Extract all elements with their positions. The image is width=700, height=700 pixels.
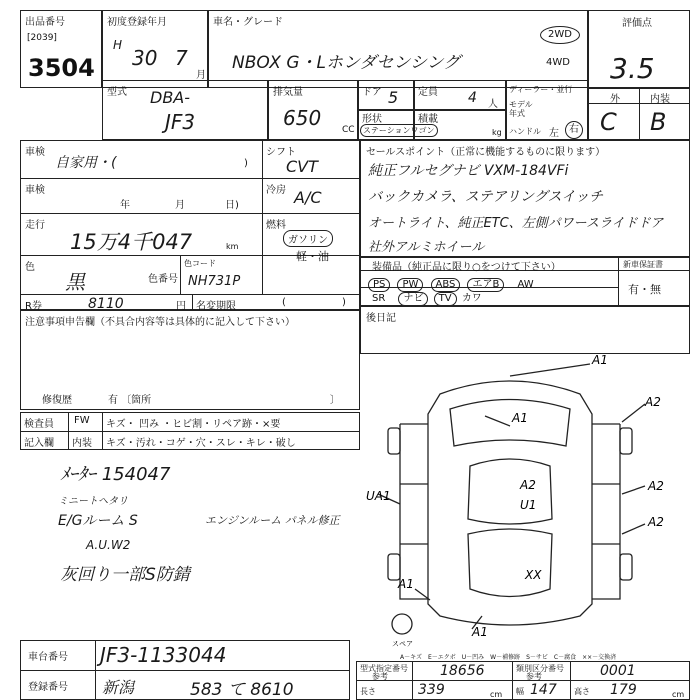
later-label: 後日記 bbox=[366, 313, 396, 324]
sales-line-2: バックカメラ、ステアリングスイッチ bbox=[368, 189, 604, 205]
mark-3: A1 bbox=[512, 411, 528, 425]
transfer-label: 名変期限 bbox=[196, 301, 236, 312]
naisou-label: 内装 bbox=[72, 438, 92, 449]
ext-grade: C bbox=[600, 108, 617, 136]
notes-title: 注意事項申告欄（不具合内容等は具体的に記入して下さい） bbox=[25, 317, 295, 328]
memo-line-4: A.U.W2 bbox=[86, 538, 131, 552]
car-name: NBOX G・Lホンダセンシング bbox=[232, 53, 461, 73]
new-car-warranty-label: 新車保証書 bbox=[623, 260, 663, 269]
car-rear-window bbox=[468, 529, 552, 597]
int-grade: B bbox=[650, 108, 667, 136]
cm-unit-2: cm bbox=[672, 690, 685, 699]
kensa-label: 車検 bbox=[25, 185, 45, 196]
month-unit: 月 bbox=[196, 70, 206, 81]
doors-label: ドア bbox=[362, 87, 382, 98]
car-body-outline bbox=[428, 381, 592, 625]
cm-unit-1: cm bbox=[490, 690, 503, 699]
mileage-label: 走行 bbox=[25, 220, 45, 231]
score: 3.5 bbox=[610, 52, 655, 85]
mark-7: UA1 bbox=[366, 489, 391, 503]
fuel-label: 燃料 bbox=[266, 220, 286, 231]
fw-label: FW bbox=[74, 415, 90, 426]
mark-2: A2 bbox=[645, 395, 661, 409]
height: 179 bbox=[610, 682, 637, 698]
type-cert: 18656 bbox=[440, 663, 485, 679]
shaken-label: 車検 bbox=[25, 147, 45, 158]
handle-left: 左 bbox=[549, 128, 559, 139]
later-block bbox=[360, 306, 690, 354]
sales-line-3: オートライト、純正ETC、左側パワースライドドア bbox=[368, 216, 664, 231]
repair-value: 有 〔箇所 bbox=[108, 395, 152, 406]
mark-8: A2 bbox=[648, 515, 664, 529]
shift: CVT bbox=[286, 157, 318, 176]
marker-lines bbox=[378, 364, 645, 629]
wheel-rear-right bbox=[620, 554, 632, 580]
shape: ステーションワゴン bbox=[360, 124, 438, 137]
kg-unit: kg bbox=[492, 128, 502, 137]
doors: 5 bbox=[388, 88, 399, 107]
kensa-in-label: 検査員 bbox=[24, 419, 54, 430]
memo-line-5: エンジンルーム パネル修正 bbox=[205, 514, 340, 527]
class-no: 0001 bbox=[600, 663, 636, 679]
color-code-sub: 色コード bbox=[184, 259, 216, 268]
car-damage-diagram bbox=[360, 354, 690, 654]
fw-items: キズ・ 凹み ・ヒビ割・リペア跡・×要 bbox=[106, 419, 281, 430]
displacement: 650 bbox=[283, 106, 322, 130]
mark-4: A2 bbox=[520, 478, 536, 492]
car-roof bbox=[468, 459, 552, 524]
plate-label: 登録番号 bbox=[28, 682, 68, 693]
transfer-close: ) bbox=[342, 297, 346, 308]
shape-label: 形状 bbox=[362, 114, 382, 125]
cc-unit: CC bbox=[342, 125, 355, 135]
transfer-open: ( bbox=[282, 297, 286, 308]
color-label: 色 bbox=[25, 262, 35, 273]
lot-number-sub: [2039] bbox=[27, 33, 57, 43]
equip-tv: TV bbox=[434, 292, 457, 306]
type-cert-label: 型式指定番号 bbox=[360, 664, 408, 673]
sales-line-1: 純正フルセグナビ VXM-184VFi bbox=[368, 163, 569, 179]
shaken-value: 自家用・( bbox=[55, 155, 117, 171]
width: 147 bbox=[530, 682, 557, 698]
capacity: 4 bbox=[468, 90, 477, 106]
ac: A/C bbox=[294, 188, 322, 207]
first-reg-month: 7 bbox=[175, 46, 188, 70]
fuel-light: 軽・油 bbox=[296, 250, 329, 263]
wheel-front-right bbox=[620, 428, 632, 454]
length: 339 bbox=[418, 682, 445, 698]
car-right-side bbox=[592, 424, 620, 599]
lot-number: 3504 bbox=[28, 54, 95, 82]
height-label: 高さ bbox=[574, 687, 590, 696]
mark-9: XX bbox=[525, 568, 542, 582]
lot-number-label: 出品番号 bbox=[25, 17, 65, 28]
equip-aw: AW bbox=[517, 279, 534, 290]
yen-unit: 円 bbox=[176, 301, 186, 312]
color: 黒 bbox=[65, 270, 85, 294]
diagram-legend: A－キズ E－エクボ U－凹み W－補修跡 S－サビ C－腐食 ××－交換済 bbox=[400, 654, 617, 661]
kensa-month-unit: 月 bbox=[175, 200, 185, 211]
length-label: 長さ bbox=[360, 687, 376, 696]
color-code-label: 色番号 bbox=[148, 274, 178, 285]
shift-label: シフト bbox=[266, 147, 296, 158]
drive-2wd: 2WD bbox=[540, 26, 580, 44]
chassis-label: 車台番号 bbox=[28, 652, 68, 663]
chassis-no: JF3-1133044 bbox=[100, 643, 227, 667]
wheel-front-left bbox=[388, 428, 400, 454]
person-unit: 人 bbox=[488, 99, 498, 110]
name-grade-label: 車名・グレード bbox=[213, 17, 283, 28]
year-unit: 年 bbox=[120, 200, 130, 211]
equipment-title: 装備品（純正品に限り○をつけて下さい） bbox=[372, 262, 561, 273]
repair-close: 〕 bbox=[330, 395, 340, 406]
car-hood bbox=[450, 400, 570, 447]
shaken-close: ) bbox=[244, 158, 248, 169]
km-unit: km bbox=[226, 242, 239, 251]
model-year-label: モデル年式 bbox=[509, 100, 533, 118]
color-code: NH731P bbox=[188, 274, 241, 289]
ref-label-2: 参考 bbox=[526, 672, 542, 681]
dealer-label: ディーラー・並行 bbox=[509, 85, 573, 94]
equip-ps: PS bbox=[368, 278, 390, 292]
first-reg-year: 30 bbox=[132, 46, 158, 70]
memo-line-2: ミニートヘタリ bbox=[58, 496, 128, 507]
memo-line-3: E/Gルーム S bbox=[58, 513, 138, 529]
era: H bbox=[113, 38, 123, 52]
mileage: 15万4千047 bbox=[70, 230, 193, 254]
model-label: 型式 bbox=[107, 87, 127, 98]
int-label: 内装 bbox=[650, 94, 670, 105]
new-car-warranty: 有・無 bbox=[628, 283, 661, 296]
r-no-amount: 8110 bbox=[88, 296, 124, 312]
plate-area: 新潟 bbox=[102, 678, 135, 697]
ac-label: 冷房 bbox=[266, 185, 286, 196]
repair-label: 修復歴 bbox=[42, 395, 72, 406]
fuel-gas: ガソリン bbox=[283, 230, 333, 247]
model-prefix: DBA- bbox=[150, 88, 191, 107]
displacement-label: 排気量 bbox=[273, 87, 303, 98]
mark-1: A1 bbox=[592, 354, 608, 367]
equip-airbag: エアB bbox=[467, 278, 504, 292]
model-code: JF3 bbox=[165, 110, 196, 134]
mark-6: A2 bbox=[648, 479, 664, 493]
capacity-label: 定員 bbox=[418, 87, 438, 98]
handle-label: ハンドル bbox=[509, 127, 541, 136]
car-left-side bbox=[400, 424, 428, 599]
r-no-label: R券 bbox=[25, 301, 42, 312]
equip-pw: PW bbox=[397, 278, 423, 292]
spare-tire bbox=[392, 614, 412, 634]
ext-label: 外 bbox=[610, 94, 620, 105]
sales-points-title: セールスポイント（正常に機能するものに限ります） bbox=[366, 147, 606, 158]
memo-line-6: 灰回り一部S防錆 bbox=[60, 565, 190, 585]
load-label: 積載 bbox=[418, 114, 438, 125]
equip-leather: カワ bbox=[461, 293, 482, 304]
kinyu-label: 記入欄 bbox=[24, 438, 54, 449]
class-label: 類別区分番号 bbox=[516, 664, 564, 673]
equipment-row-2 bbox=[372, 289, 482, 306]
memo-line-1: ﾒｰﾀｰ 154047 bbox=[60, 464, 171, 485]
spare-label: スペア bbox=[392, 640, 413, 648]
mark-5: U1 bbox=[520, 498, 537, 512]
equip-abs: ABS bbox=[431, 278, 461, 292]
drive-4wd: 4WD bbox=[546, 57, 570, 68]
ref-label-1: 参考 bbox=[372, 672, 388, 681]
equip-navi: ナビ bbox=[398, 292, 428, 306]
handle-right: 右 bbox=[565, 121, 583, 139]
plate-no: 583 て 8610 bbox=[190, 680, 294, 700]
width-label: 幅 bbox=[516, 687, 524, 696]
naisou-items: キズ・汚れ・コゲ・穴・スレ・キレ・破し bbox=[106, 438, 296, 449]
score-label: 評価点 bbox=[622, 18, 652, 29]
mark-10: A1 bbox=[398, 577, 414, 591]
equip-sr: SR bbox=[372, 293, 386, 304]
day-unit: 日) bbox=[225, 200, 239, 211]
sales-line-4: 社外アルミホイール bbox=[368, 240, 485, 255]
mark-11: A1 bbox=[472, 625, 488, 639]
first-reg-label: 初度登録年月 bbox=[107, 17, 167, 28]
